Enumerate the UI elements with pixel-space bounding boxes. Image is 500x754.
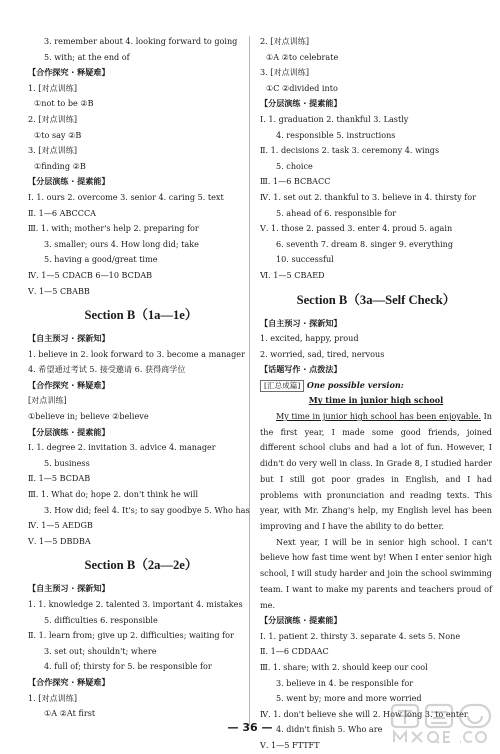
subsection-heading: 【自主预习 · 探新知】: [28, 583, 110, 594]
subsection-heading: 【话题写作 · 点拨法】: [260, 364, 342, 375]
answer-line: 6. seventh 7. dream 8. singer 9. everything: [276, 238, 454, 249]
answer-line: 5. having a good/great time: [44, 254, 158, 265]
answer-line: Ⅱ. 1. decisions 2. task 3. ceremony 4. wings: [260, 145, 440, 156]
answer-line: 10. successful: [276, 254, 334, 265]
answer-line: 4. 希望通过考试 5. 接受邀请 6. 获得商学位: [28, 364, 186, 375]
answer-line: 1. excited, happy, proud: [260, 333, 359, 344]
answer-line: 5. with; at the end of: [44, 51, 130, 62]
answer-line: Ⅳ. 1—5 CDACB 6—10 BCDAB: [28, 269, 153, 280]
answer-line: ①believe in; believe ②believe: [28, 411, 149, 422]
answer-line: 1. 1. knowledge 2. talented 3. important 4. mistakes: [28, 599, 243, 609]
answer-line: 2. worried, sad, tired, nervous: [260, 348, 385, 359]
answer-line: Ⅴ. 1—5 DBDBA: [28, 535, 91, 546]
answer-line: 5. difficulties 6. responsible: [44, 614, 158, 625]
answer-line: 4. didn't finish 5. Who are: [276, 724, 383, 735]
subsection-heading: 【分层演练 · 提素能】: [260, 98, 342, 109]
section-title: Section B（3a—Self Check）: [296, 292, 456, 307]
answer-line: Ⅲ. 1. What do; hope 2. don't think he will: [28, 489, 199, 500]
summary-label: [汇总成篇]: [260, 380, 304, 392]
answer-line: Ⅳ. 1. set out 2. thankful to 3. believe in 4. thirsty for: [260, 191, 477, 202]
answer-line: 3. smaller; ours 4. How long did; take: [44, 238, 199, 249]
section-title: Section B（2a—2e）: [84, 558, 198, 573]
answer-line: 3. [对点训练]: [260, 67, 309, 78]
left-column: [28, 34, 254, 722]
answer-line: ①C ②divided into: [266, 82, 338, 93]
answer-line: Ⅴ. 1—5 FTTFT: [260, 739, 320, 750]
answer-line: Ⅰ. 1. degree 2. invitation 3. advice 4. manager: [28, 442, 216, 453]
answer-line: 4. responsible 5. instructions: [276, 129, 396, 140]
answer-line: Ⅳ. 1—5 AEDGB: [28, 520, 93, 531]
answer-line: Ⅱ. 1. learn from; give up 2. difficulties; waiting for: [28, 630, 234, 641]
answer-line: 5. business: [44, 457, 90, 468]
essay-topic-sentence: My time in junior high school has been enjoyable.: [276, 411, 481, 422]
subsection-heading: 【分层演练 · 提素能】: [28, 176, 110, 187]
answer-line: Ⅱ. 1—6 ABCCCA: [28, 207, 96, 218]
section-title: Section B（1a—1e）: [84, 308, 198, 323]
answer-line: 3. [对点训练]: [28, 145, 77, 156]
subsection-heading: 【合作探究 · 释疑难】: [28, 379, 110, 390]
page-number: — 36 —: [227, 721, 273, 734]
answer-line: 2. [对点训练]: [28, 113, 77, 124]
answer-line: 1. believe in 2. look forward to 3. become a manager: [28, 348, 245, 359]
essay-intro-line: [260, 378, 492, 394]
subsection-heading: 【自主预习 · 探新知】: [260, 317, 342, 328]
answer-line: Ⅳ. 1. don't believe she will 2. How long 3. to enter: [260, 708, 468, 719]
answer-line: Ⅱ. 1—6 CDDAAC: [260, 646, 329, 657]
essay-title: My time in junior high school: [308, 395, 444, 406]
answer-line: 3. believe in 4. be responsible for: [276, 677, 414, 688]
subsection-heading: 【分层演练 · 提素能】: [28, 426, 110, 437]
answer-line: 2. [对点训练]: [260, 36, 309, 46]
answer-line: 5. choice: [276, 160, 313, 171]
answer-line: Ⅲ. 1—6 BCBACC: [260, 176, 331, 187]
answer-line: Ⅲ. 1. with; mother's help 2. preparing for: [28, 223, 199, 234]
answer-line: ①finding ②B: [34, 160, 86, 171]
answer-line: Ⅰ. 1. patient 2. thirsty 3. separate 4. sets 5. None: [260, 630, 461, 641]
essay-version-label: One possible version:: [306, 379, 404, 390]
answer-line: ①A ②to celebrate: [266, 51, 339, 62]
subsection-heading: 【合作探究 · 释疑难】: [28, 67, 110, 78]
subsection-heading: 【合作探究 · 释疑难】: [28, 676, 110, 687]
answer-line: 5. went by; more and more worried: [276, 693, 422, 704]
essay-paragraph-2: Next year, I will be in senior high school. I can't believe how fast time went by! When I enter senior high school, I will study harder and join the school swimming team. I want to make my parents and teachers proud of me.: [260, 536, 492, 610]
answer-line: Ⅵ. 1—5 CBAED: [260, 269, 325, 280]
answer-line: Ⅲ. 1. share; with 2. should keep our cool: [260, 661, 428, 672]
essay-paragraph-1: [260, 409, 492, 535]
essay-paragraph-1-body: In the first year, I made some good friends, joined different school clubs and had a lot of fun. However, I didn't do very well in class. In Grade 8, I studied harder but I still got poor grades in English, and I had problems with pronunciation and reading texts. This year, with Mr. Zhang's help, my English level has been improving and I have the ability to do better.: [260, 411, 492, 531]
right-column: [260, 34, 492, 754]
answer-line: ①to say ②B: [34, 129, 82, 140]
answer-line: 3. remember about 4. looking forward to going: [44, 36, 238, 46]
answer-line: 1. [对点训练]: [28, 692, 77, 703]
answer-line: 3. How did; feel 4. It's; to say goodbye 5. Who has: [44, 504, 250, 515]
answer-line: Ⅴ. 1—5 CBABB: [28, 285, 90, 296]
answer-line: ①A ②At first: [44, 708, 96, 719]
answer-line: 1. [对点训练]: [28, 82, 77, 93]
answer-line: Ⅰ. 1. ours 2. overcome 3. senior 4. caring 5. text: [28, 191, 224, 202]
answer-line: Ⅴ. 1. those 2. passed 3. enter 4. proud 5. again: [260, 223, 453, 234]
answer-line: Ⅱ. 1—5 BCDAB: [28, 473, 91, 484]
answer-line: 5. ahead of 6. responsible for: [276, 207, 397, 218]
answer-line: 4. full of; thirsty for 5. be responsible for: [44, 661, 212, 672]
subsection-heading: 【分层演练 · 提素能】: [260, 615, 342, 626]
subsection-heading: 【自主预习 · 探新知】: [28, 333, 110, 344]
answer-line: Ⅰ. 1. graduation 2. thankful 3. Lastly: [260, 113, 409, 124]
answer-line: [对点训练]: [28, 395, 67, 406]
answer-line: ①not to be ②B: [34, 98, 94, 109]
answer-line: 3. set out; shouldn't; where: [44, 645, 157, 656]
watermark-logo: [388, 702, 496, 746]
